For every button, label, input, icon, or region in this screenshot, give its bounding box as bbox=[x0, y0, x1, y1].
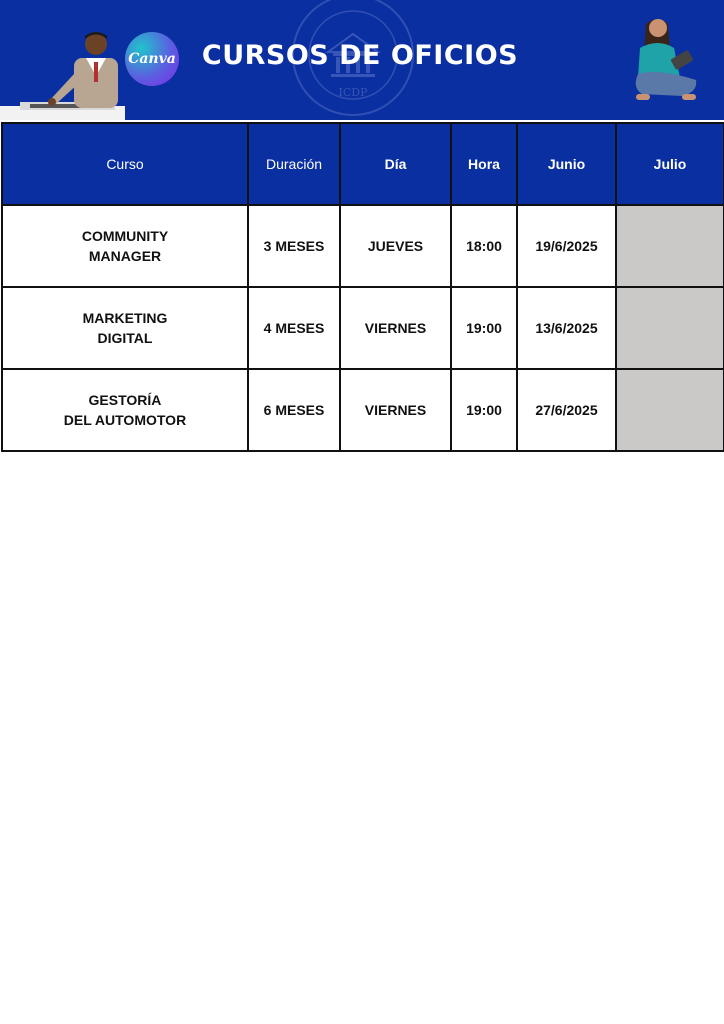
table-row bbox=[2, 205, 724, 287]
course-name-cell bbox=[2, 205, 248, 287]
time-cell: 19:00 bbox=[451, 369, 517, 451]
july-date-cell bbox=[616, 369, 724, 451]
woman-with-tablet-illustration bbox=[628, 14, 708, 110]
column-header-duracion: Duración bbox=[248, 123, 340, 205]
june-date-cell: 19/6/2025 bbox=[517, 205, 616, 287]
man-at-desk-illustration bbox=[0, 28, 125, 120]
column-header-dia: Día bbox=[340, 123, 451, 205]
time-cell: 18:00 bbox=[451, 205, 517, 287]
course-name-line2: DEL AUTOMOTOR bbox=[63, 412, 187, 428]
course-name-cell bbox=[2, 287, 248, 369]
page-title: CURSOS DE OFICIOS bbox=[201, 40, 519, 71]
seal-text: ICDP bbox=[338, 86, 368, 99]
duration-cell: 4 MESES bbox=[248, 287, 340, 369]
canva-logo-text: Canva bbox=[128, 51, 176, 67]
table-row bbox=[2, 369, 724, 451]
day-cell: JUEVES bbox=[340, 205, 451, 287]
june-date-cell: 27/6/2025 bbox=[517, 369, 616, 451]
course-schedule-table bbox=[1, 122, 724, 452]
duration-cell: 3 MESES bbox=[248, 205, 340, 287]
course-name-line1: COMMUNITY bbox=[81, 228, 169, 244]
table-row bbox=[2, 287, 724, 369]
column-header-curso: Curso bbox=[2, 123, 248, 205]
july-date-cell bbox=[616, 205, 724, 287]
day-cell: VIERNES bbox=[340, 369, 451, 451]
duration-cell: 6 MESES bbox=[248, 369, 340, 451]
day-cell: VIERNES bbox=[340, 287, 451, 369]
header-banner bbox=[0, 0, 724, 120]
course-name-line2: DIGITAL bbox=[97, 330, 153, 346]
course-name-line1: GESTORÍA bbox=[88, 392, 162, 408]
course-name-cell bbox=[2, 369, 248, 451]
course-name-line2: MANAGER bbox=[88, 248, 162, 264]
column-header-julio: Julio bbox=[616, 123, 724, 205]
canva-logo bbox=[125, 32, 179, 86]
column-header-hora: Hora bbox=[451, 123, 517, 205]
column-header-junio: Junio bbox=[517, 123, 616, 205]
july-date-cell bbox=[616, 287, 724, 369]
june-date-cell: 13/6/2025 bbox=[517, 287, 616, 369]
course-name-line1: MARKETING bbox=[82, 310, 168, 326]
table-header-row bbox=[2, 123, 724, 205]
time-cell: 19:00 bbox=[451, 287, 517, 369]
